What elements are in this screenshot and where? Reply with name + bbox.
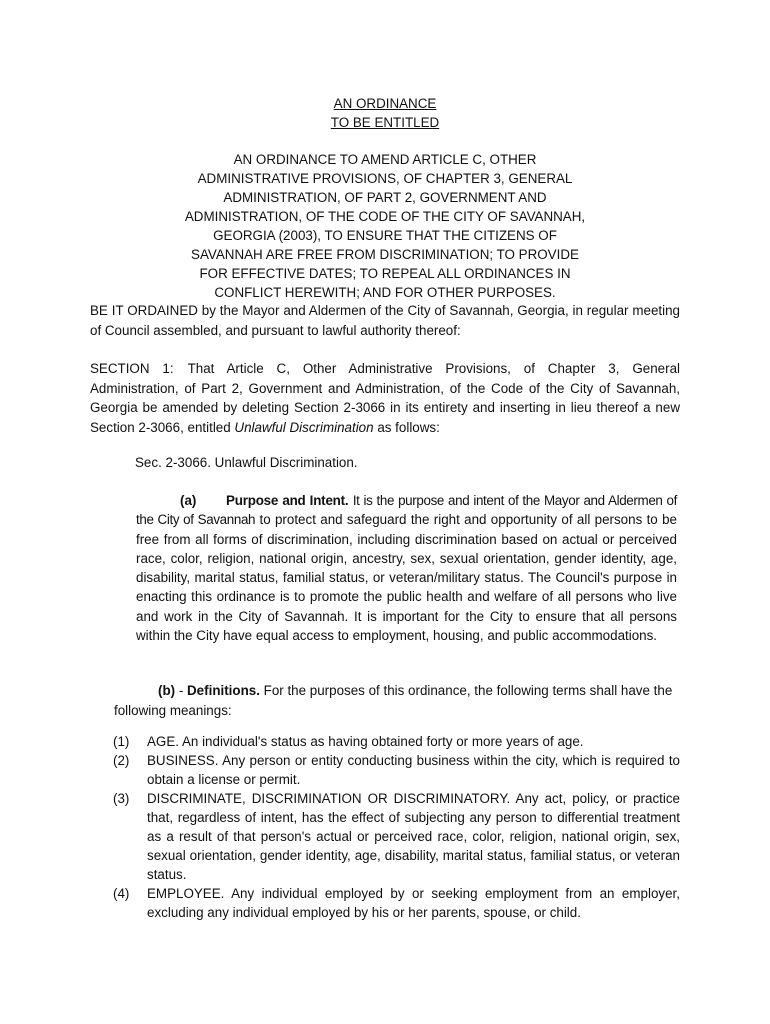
definition-item xyxy=(113,884,680,922)
section-1-label: SECTION 1: xyxy=(90,361,174,376)
definition-number: (2) xyxy=(113,753,130,768)
definition-text: AGE. An individual's status as having obtained forty or more years of age. xyxy=(147,734,584,749)
subsection-b xyxy=(114,681,678,721)
section-1-text-end: as follows: xyxy=(373,419,440,435)
definition-number: (1) xyxy=(113,734,130,749)
section-1 xyxy=(90,359,680,437)
definition-number: (3) xyxy=(113,791,130,806)
section-1-italic-title: Unlawful Discrimination xyxy=(234,419,374,435)
ordinance-title: AN ORDINANCE xyxy=(333,96,437,111)
subsection-b-dash: - xyxy=(175,683,188,698)
definition-item xyxy=(113,751,680,789)
enacting-clause: BE IT ORDAINED by the Mayor and Aldermen of the City of Savannah, Georgia, in regular meeting of Council assembled, and pursuant to lawful authority thereof: xyxy=(90,303,680,338)
subsection-a xyxy=(136,491,677,645)
subsection-a-text: to protect and safeguard the right and opportunity of all persons to be free from all forms of discrimination, including discrimination based on actual or perceived race, color, religion, national origin, ancestry, sex, sexual orientation, gender identity, age, disability, marital status, familial status, or veteran/military status. The Council's purpose in enacting this ordinance is to promote the public health and welfare of all persons who live and work in the City of Savannah. It is important for the City to ensure that all persons within the City have equal access to employment, housing, and public accommodations. xyxy=(136,512,677,644)
subsection-b-heading: Definitions. xyxy=(187,683,260,698)
definition-number: (4) xyxy=(113,886,130,901)
ordinance-caption: AN ORDINANCE TO AMEND ARTICLE C, OTHER ADMINISTRATIVE PROVISIONS, OF CHAPTER 3, GENERAL ADMINISTRATION, OF PART 2, GOVERNMENT AND ADMINISTRATION, OF THE CODE OF THE CITY OF SAVANNAH, GEORGIA (2003), TO ENSURE THAT THE CITIZENS OF SAVANNAH ARE FREE FROM DISCRIMINATION; TO PROVIDE FOR EFFECTIVE DATES; TO REPEAL ALL ORDINANCES IN CONFLICT HEREWITH; AND FOR OTHER PURPOSES. xyxy=(184,152,586,300)
definition-text: BUSINESS. Any person or entity conducting business within the city, which is required to obtain a license or permit. xyxy=(147,753,680,787)
subsection-b-label: (b) xyxy=(158,683,176,698)
code-section-heading: Sec. 2-3066. Unlawful Discrimination. xyxy=(135,455,358,470)
subsection-a-intro: It is the purpose and intent of the Mayor and Aldermen of the City of Savannah xyxy=(136,493,677,528)
ordinance-subtitle: TO BE ENTITLED xyxy=(330,115,440,130)
definition-text: DISCRIMINATE, DISCRIMINATION OR DISCRIMINATORY. Any act, policy, or practice that, regardless of intent, has the effect of subjecting any person to differential treatment as a result of that person's actual or perceived race, color, religion, national origin, sex, sexual orientation, gender identity, age, disability, marital status, familial status, or veteran status. xyxy=(147,791,680,882)
subsection-a-label: (a) xyxy=(180,493,197,508)
definition-text: EMPLOYEE. Any individual employed by or seeking employment from an employer, excluding any individual employed by his or her parents, spouse, or child. xyxy=(147,886,680,920)
subsection-b-text: For the purposes of this ordinance, the following terms shall have the following meanings: xyxy=(114,683,673,718)
subsection-a-heading: Purpose and Intent. xyxy=(226,493,349,508)
definition-item xyxy=(113,732,680,751)
section-1-text: That Article C, Other Administrative Provisions, of Chapter 3, General Administration, of Part 2, Government and Administration, of the Code of the City of Savannah, Georgia be amended by deleting Section 2-3066 in its entirety and inserting in lieu thereof a new Section 2-3066, entitled xyxy=(90,361,680,435)
definition-item xyxy=(113,789,680,884)
definitions-list xyxy=(113,732,680,922)
